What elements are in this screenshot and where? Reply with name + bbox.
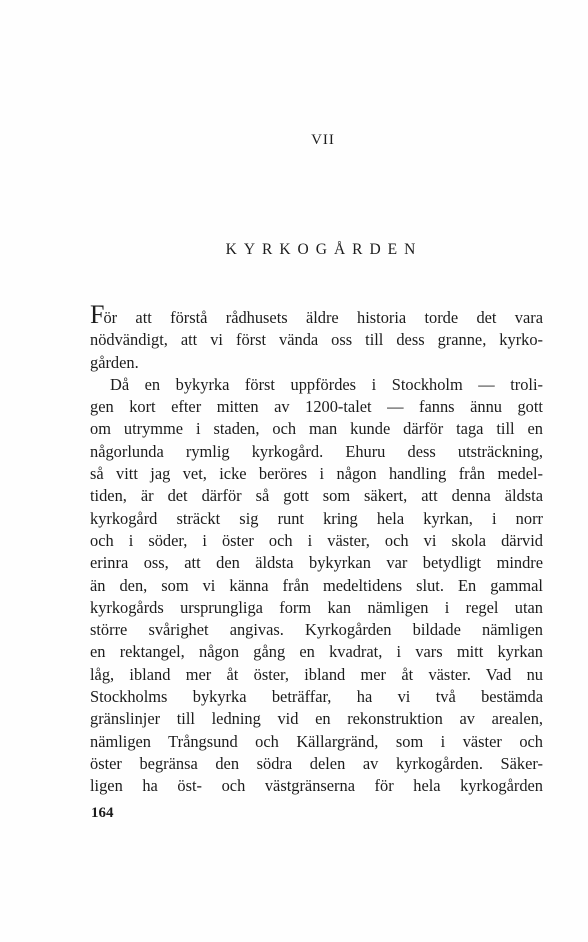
text-line-8: så vitt jag vet, icke beröres i någon handling från medel- — [90, 464, 543, 484]
drop-cap: F — [90, 300, 104, 329]
text-line-17: låg, ibland mer åt öster, ibland mer åt väster. Vad nu — [90, 664, 543, 684]
text-line-13: än den, som vi känna från medeltidens slut. En gammal — [90, 575, 543, 595]
text-line-22: ligen ha öst- och västgränserna för hela kyrkogården — [90, 776, 543, 796]
text-line-4: Då en bykyrka först uppfördes i Stockholm — troli- — [110, 374, 543, 394]
chapter-number: VII — [311, 132, 335, 148]
text-line-11: och i söder, i öster och i väster, och vi skola därvid — [90, 530, 543, 550]
text-line-3: gården. — [90, 352, 139, 372]
text-line-5: gen kort efter mitten av 1200-talet — fanns ännu gott — [90, 397, 543, 417]
text-line-20: nämligen Trångsund och Källargränd, som i väster och — [90, 731, 543, 751]
text-line-18: Stockholms bykyrka beträffar, ha vi två bestämda — [90, 687, 543, 707]
text-line-9: tiden, är det därför så gott som säkert, att denna äldsta — [90, 486, 543, 506]
text-line-21: öster begränsa den södra delen av kyrkogården. Säker- — [90, 753, 543, 773]
body-text — [90, 300, 543, 798]
text-line-1 — [90, 300, 543, 329]
page-number: 164 — [91, 805, 114, 821]
text-line-12: erinra oss, att den äldsta bykyrkan var betydligt mindre — [90, 553, 543, 573]
text-line-1-rest: ör att förstå rådhusets äldre historia torde det vara — [103, 308, 543, 327]
text-line-10: kyrkogård sträckt sig runt kring hela kyrkan, i norr — [90, 508, 543, 528]
text-line-7: någorlunda rymlig kyrkogård. Ehuru dess utsträckning, — [90, 441, 543, 461]
text-line-14: kyrkogårds ursprungliga form kan nämligen i regel utan — [90, 597, 543, 617]
chapter-title: KYRKOGÅRDEN — [225, 241, 423, 258]
text-line-19: gränslinjer till ledning vid en rekonstruktion av arealen, — [90, 709, 543, 729]
text-line-6: om utrymme i staden, och man kunde därför taga till en — [90, 419, 543, 439]
text-line-15: större svårighet angivas. Kyrkogården bildade nämligen — [90, 620, 543, 640]
text-line-2: nödvändigt, att vi först vända oss till dess granne, kyrko- — [90, 330, 543, 350]
text-line-16: en rektangel, någon gång en kvadrat, i vars mitt kyrkan — [90, 642, 543, 662]
